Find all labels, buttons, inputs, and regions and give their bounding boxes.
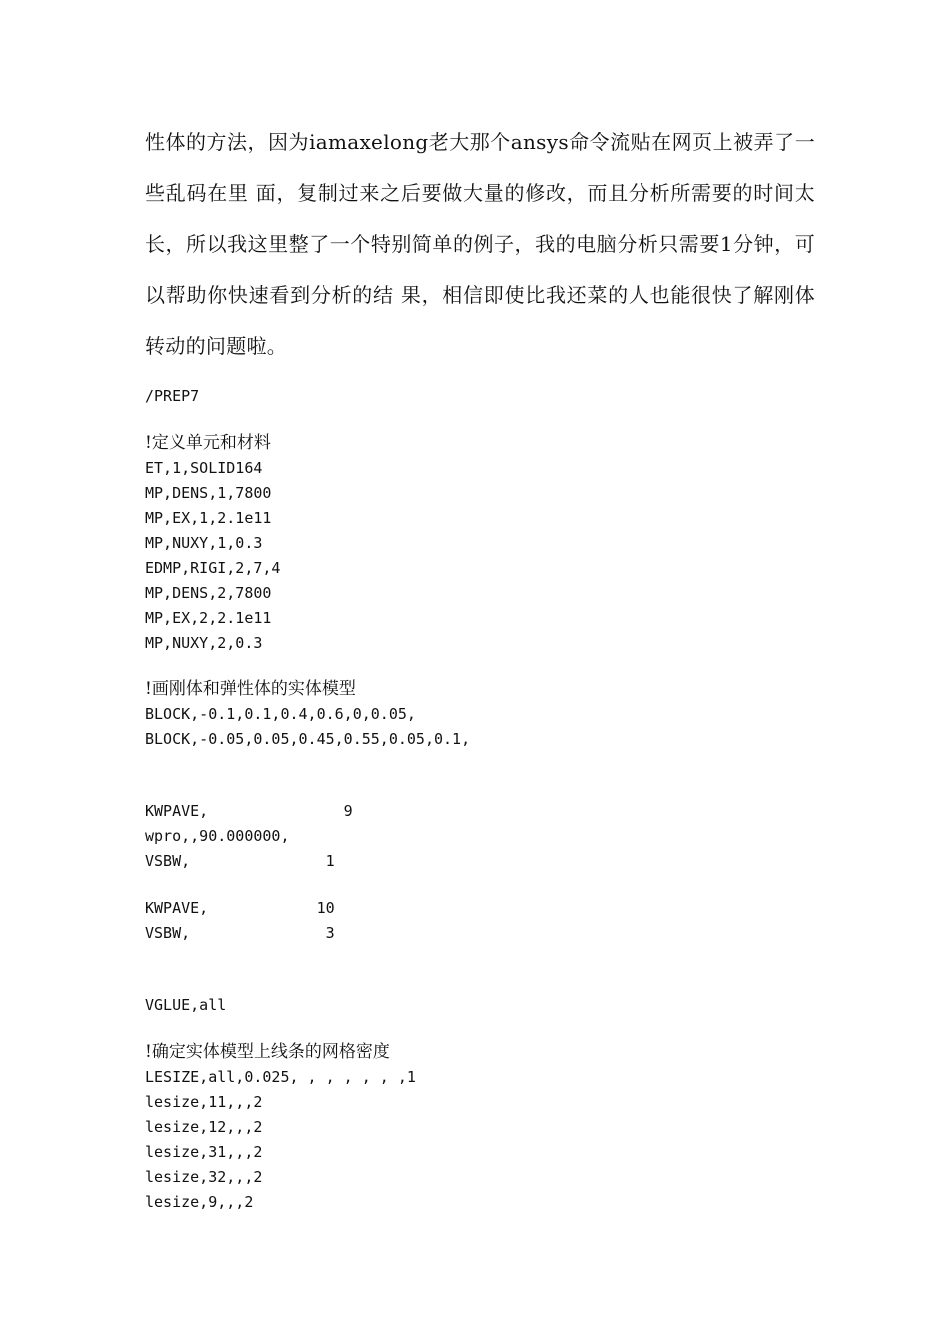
code-line-block-2: BLOCK,-0.05,0.05,0.45,0.55,0.05,0.1, bbox=[145, 730, 471, 748]
code-line-wpro: wpro,,90.000000, bbox=[145, 827, 290, 845]
code-line-kwpave-2: KWPAVE, 10 bbox=[145, 899, 335, 917]
ansys-command-listing bbox=[145, 384, 825, 1215]
code-line-lesize-11: lesize,11,,,2 bbox=[145, 1093, 263, 1111]
blank-line bbox=[145, 752, 825, 799]
blank-line bbox=[145, 946, 825, 993]
code-line-mp-ex-1: MP,EX,1,2.1e11 bbox=[145, 509, 272, 527]
comment-materials: !定义单元和材料 bbox=[145, 433, 271, 453]
code-line-lesize-31: lesize,31,,,2 bbox=[145, 1143, 263, 1161]
code-line-mp-dens-1: MP,DENS,1,7800 bbox=[145, 484, 272, 502]
blank-line bbox=[145, 656, 825, 677]
code-line-vsbw-1: VSBW, 1 bbox=[145, 852, 335, 870]
code-line-mp-nuxy-1: MP,NUXY,1,0.3 bbox=[145, 534, 263, 552]
code-line-block-1: BLOCK,-0.1,0.1,0.4,0.6,0,0.05, bbox=[145, 705, 416, 723]
blank-line bbox=[145, 874, 825, 896]
code-line-lesize-32: lesize,32,,,2 bbox=[145, 1168, 263, 1186]
code-line-kwpave-1: KWPAVE, 9 bbox=[145, 802, 353, 820]
comment-model: !画刚体和弹性体的实体模型 bbox=[145, 679, 356, 699]
code-line-lesize-12: lesize,12,,,2 bbox=[145, 1118, 263, 1136]
code-line-lesize-all: LESIZE,all,0.025, , , , , , ,1 bbox=[145, 1068, 416, 1086]
code-line-mp-ex-2: MP,EX,2,2.1e11 bbox=[145, 609, 272, 627]
blank-line bbox=[145, 1018, 825, 1040]
code-line-lesize-9: lesize,9,,,2 bbox=[145, 1193, 254, 1211]
code-line-mp-dens-2: MP,DENS,2,7800 bbox=[145, 584, 272, 602]
intro-paragraph: 性体的方法，因为iamaxelong老大那个ansys命令流贴在网页上被弄了一些乱码在里 面，复制过来之后要做大量的修改，而且分析所需要的时间太长，所以我这里整了一个特别简单的例子，我的电脑分析只需要1分钟，可以帮助你快速看到分析的结 果，相信即使比我还菜的人也能很快了解刚体转动的问题啦。 bbox=[145, 130, 815, 358]
code-line-vglue: VGLUE,all bbox=[145, 996, 227, 1014]
code-line-prep7: /PREP7 bbox=[145, 387, 200, 405]
code-line-et: ET,1,SOLID164 bbox=[145, 459, 263, 477]
code-line-edmp: EDMP,RIGI,2,7,4 bbox=[145, 559, 281, 577]
code-line-vsbw-2: VSBW, 3 bbox=[145, 924, 335, 942]
code-line-mp-nuxy-2: MP,NUXY,2,0.3 bbox=[145, 634, 263, 652]
comment-mesh: !确定实体模型上线条的网格密度 bbox=[145, 1042, 390, 1062]
blank-line bbox=[145, 409, 825, 431]
